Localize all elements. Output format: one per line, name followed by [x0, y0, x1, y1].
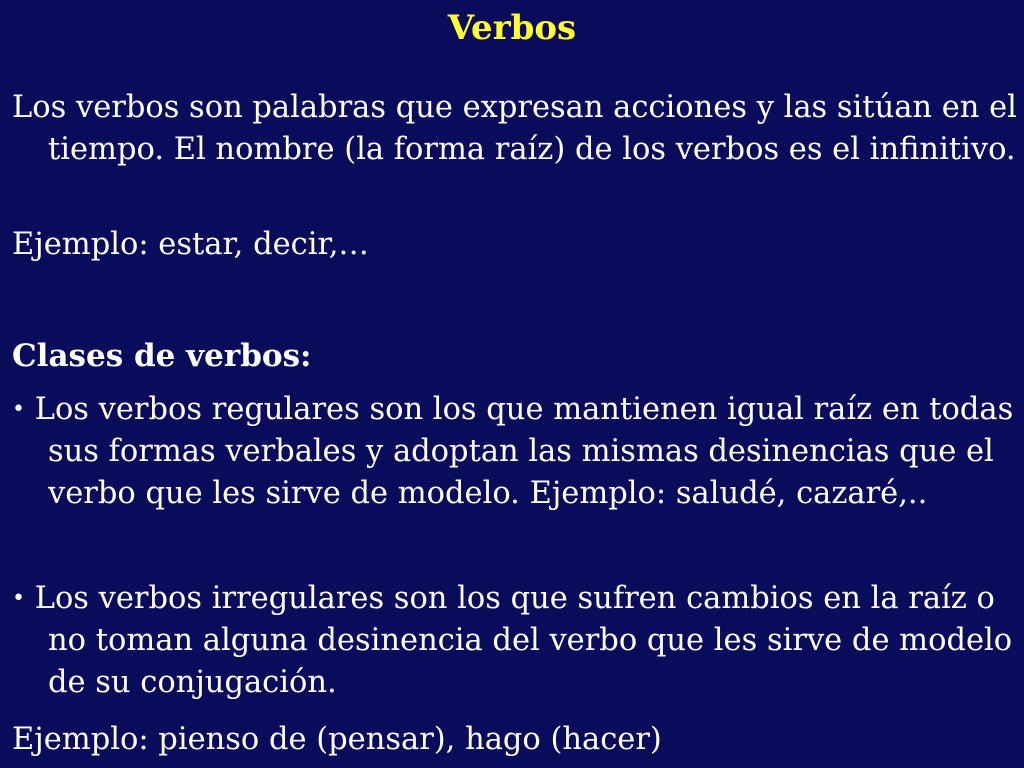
bullet-irregular-verbs: [12, 578, 1017, 704]
slide-title: Verbos: [447, 8, 577, 48]
final-example: Ejemplo: pienso de (pensar), hago (hacer): [12, 722, 662, 757]
bullet-text: Los verbos irregulares son los que sufren cambios en la raíz o no toman alguna desinencia del verbo que les sirve de modelo de su conjugación.: [34, 581, 1013, 700]
intro-example: Ejemplo: estar, decir,…: [12, 227, 369, 262]
bullet-text: Los verbos regulares son los que mantienen igual raíz en todas sus formas verbales y adoptan las mismas desinencias que el verbo que les sirve de modelo. Ejemplo: saludé, cazaré,..: [34, 392, 1014, 511]
section-heading: Clases de verbos:: [12, 338, 312, 374]
intro-paragraph: Los verbos son palabras que expresan acciones y las sitúan en el tiempo. El nombre (la forma raíz) de los verbos es el infinitivo.: [12, 90, 1017, 167]
bullet-icon: •: [12, 586, 25, 611]
bullet-icon: •: [12, 397, 25, 422]
bullet-regular-verbs: [12, 389, 1017, 515]
